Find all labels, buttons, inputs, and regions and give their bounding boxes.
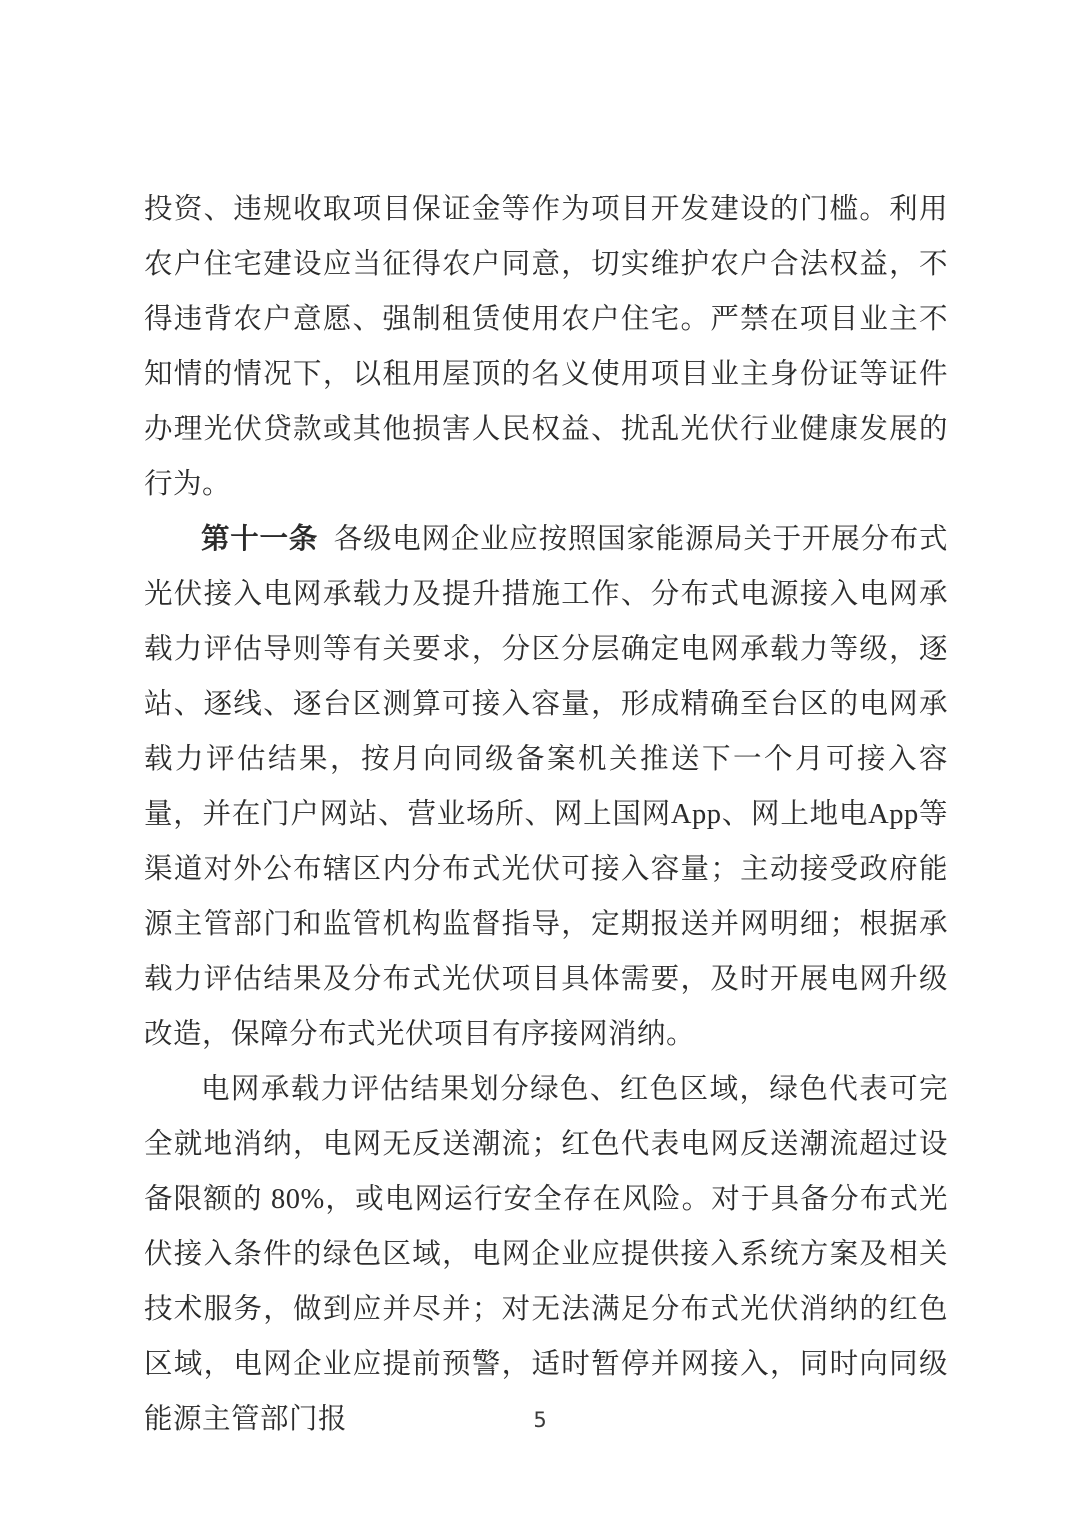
document-body bbox=[144, 182, 948, 1447]
paragraph-grid-capacity-zones: 电网承载力评估结果划分绿色、红色区域，绿色代表可完全就地消纳，电网无反送潮流；红色代表电网反送潮流超过设备限额的 80%，或电网运行安全存在风险。对于具备分布式光伏接入条件的绿色区域，电网企业应提供接入系统方案及相关技术服务，做到应并尽并；对无法满足分布式光伏消纳的红色区域，电网企业应提前预警，适时暂停并网接入，同时向同级能源主管部门报 bbox=[144, 1074, 948, 1435]
paragraph-continuation: 投资、违规收取项目保证金等作为项目开发建设的门槛。利用农户住宅建设应当征得农户同意，切实维护农户合法权益，不得违背农户意愿、强制租赁使用农户住宅。严禁在项目业主不知情的情况下，以租用屋顶的名义使用项目业主身份证等证件办理光伏贷款或其他损害人民权益、扰乱光伏行业健康发展的行为。 bbox=[144, 194, 948, 500]
paragraph-article-11 bbox=[144, 512, 948, 1062]
article-body-text: 各级电网企业应按照国家能源局关于开展分布式光伏接入电网承载力及提升措施工作、分布式电源接入电网承载力评估导则等有关要求，分区分层确定电网承载力等级，逐站、逐线、逐台区测算可接入容量，形成精确至台区的电网承载力评估结果，按月向同级备案机关推送下一个月可接入容量，并在门户网站、营业场所、网上国网App、网上地电App等渠道对外公布辖区内分布式光伏可接入容量；主动接受政府能源主管部门和监管机构监督指导，定期报送并网明细；根据承载力评估结果及分布式光伏项目具体需要，及时开展电网升级改造，保障分布式光伏项目有序接网消纳。 bbox=[144, 524, 948, 1050]
article-number-label: 第十一条 bbox=[201, 524, 319, 555]
page-number: 5 bbox=[533, 1408, 547, 1432]
